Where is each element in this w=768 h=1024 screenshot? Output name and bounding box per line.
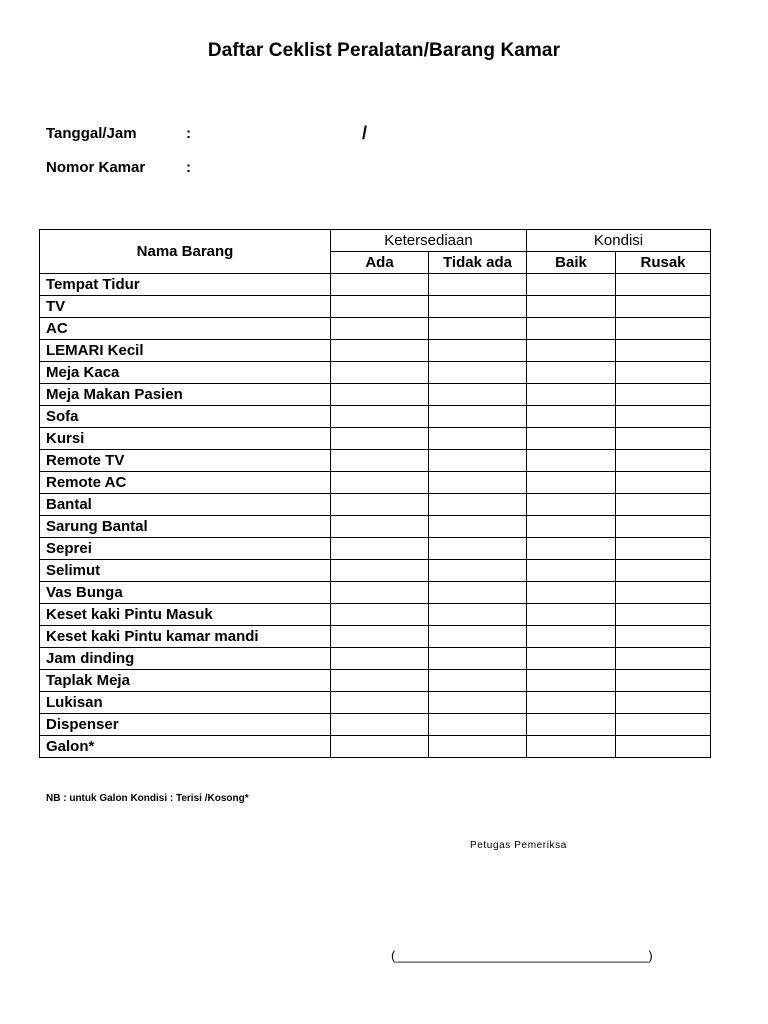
cell-rusak[interactable] <box>616 560 711 582</box>
cell-ada[interactable] <box>331 560 429 582</box>
cell-baik[interactable] <box>527 362 616 384</box>
cell-baik[interactable] <box>527 582 616 604</box>
cell-ada[interactable] <box>331 274 429 296</box>
cell-rusak[interactable] <box>616 714 711 736</box>
header-tidak-ada: Tidak ada <box>429 252 527 274</box>
nomor-kamar-label: Nomor Kamar <box>46 159 146 176</box>
table-row <box>40 362 711 384</box>
cell-tidak-ada[interactable] <box>429 582 527 604</box>
cell-ada[interactable] <box>331 472 429 494</box>
cell-tidak-ada[interactable] <box>429 648 527 670</box>
tanggal-jam-colon: : <box>186 125 191 142</box>
cell-rusak[interactable] <box>616 736 711 758</box>
table-row <box>40 494 711 516</box>
cell-tidak-ada[interactable] <box>429 362 527 384</box>
cell-baik[interactable] <box>527 604 616 626</box>
table-row <box>40 428 711 450</box>
item-name: Taplak Meja <box>40 670 331 692</box>
cell-rusak[interactable] <box>616 648 711 670</box>
item-name: Kursi <box>40 428 331 450</box>
cell-ada[interactable] <box>331 340 429 362</box>
cell-rusak[interactable] <box>616 670 711 692</box>
cell-ada[interactable] <box>331 362 429 384</box>
cell-tidak-ada[interactable] <box>429 340 527 362</box>
cell-rusak[interactable] <box>616 296 711 318</box>
item-name: LEMARI Kecil <box>40 340 331 362</box>
cell-rusak[interactable] <box>616 274 711 296</box>
cell-tidak-ada[interactable] <box>429 538 527 560</box>
cell-baik[interactable] <box>527 340 616 362</box>
cell-baik[interactable] <box>527 670 616 692</box>
cell-baik[interactable] <box>527 494 616 516</box>
cell-baik[interactable] <box>527 560 616 582</box>
cell-rusak[interactable] <box>616 538 711 560</box>
table-row <box>40 384 711 406</box>
cell-rusak[interactable] <box>616 428 711 450</box>
table-row <box>40 692 711 714</box>
cell-tidak-ada[interactable] <box>429 714 527 736</box>
item-name: Galon* <box>40 736 331 758</box>
cell-rusak[interactable] <box>616 406 711 428</box>
cell-rusak[interactable] <box>616 472 711 494</box>
cell-baik[interactable] <box>527 472 616 494</box>
item-name: Meja Makan Pasien <box>40 384 331 406</box>
item-name: Vas Bunga <box>40 582 331 604</box>
cell-tidak-ada[interactable] <box>429 626 527 648</box>
cell-tidak-ada[interactable] <box>429 516 527 538</box>
cell-tidak-ada[interactable] <box>429 692 527 714</box>
table-row <box>40 274 711 296</box>
cell-rusak[interactable] <box>616 494 711 516</box>
cell-rusak[interactable] <box>616 450 711 472</box>
cell-rusak[interactable] <box>616 692 711 714</box>
table-row <box>40 538 711 560</box>
cell-tidak-ada[interactable] <box>429 384 527 406</box>
cell-tidak-ada[interactable] <box>429 472 527 494</box>
cell-baik[interactable] <box>527 274 616 296</box>
cell-tidak-ada[interactable] <box>429 560 527 582</box>
cell-rusak[interactable] <box>616 604 711 626</box>
item-name: Selimut <box>40 560 331 582</box>
header-nama-barang: Nama Barang <box>40 230 331 274</box>
table-row <box>40 626 711 648</box>
header-baik: Baik <box>527 252 616 274</box>
cell-ada[interactable] <box>331 296 429 318</box>
checklist-table <box>39 229 711 758</box>
cell-baik[interactable] <box>527 450 616 472</box>
cell-ada[interactable] <box>331 604 429 626</box>
cell-ada[interactable] <box>331 494 429 516</box>
tanggal-jam-label: Tanggal/Jam <box>46 125 137 142</box>
table-row <box>40 736 711 758</box>
cell-ada[interactable] <box>331 582 429 604</box>
signature-line: (___________________________________) <box>391 948 653 963</box>
cell-ada[interactable] <box>331 384 429 406</box>
cell-baik[interactable] <box>527 406 616 428</box>
header-ada: Ada <box>331 252 429 274</box>
header-ketersediaan: Ketersediaan <box>331 230 527 252</box>
cell-ada[interactable] <box>331 538 429 560</box>
cell-tidak-ada[interactable] <box>429 604 527 626</box>
cell-baik[interactable] <box>527 626 616 648</box>
table-row <box>40 648 711 670</box>
item-name: Jam dinding <box>40 648 331 670</box>
cell-rusak[interactable] <box>616 516 711 538</box>
cell-tidak-ada[interactable] <box>429 736 527 758</box>
cell-baik[interactable] <box>527 384 616 406</box>
cell-tidak-ada[interactable] <box>429 670 527 692</box>
cell-rusak[interactable] <box>616 626 711 648</box>
item-name: Tempat Tidur <box>40 274 331 296</box>
cell-ada[interactable] <box>331 428 429 450</box>
galon-note: NB : untuk Galon Kondisi : Terisi /Kosong* <box>46 793 249 804</box>
cell-rusak[interactable] <box>616 582 711 604</box>
cell-ada[interactable] <box>331 736 429 758</box>
cell-tidak-ada[interactable] <box>429 274 527 296</box>
cell-baik[interactable] <box>527 428 616 450</box>
table-row <box>40 406 711 428</box>
cell-rusak[interactable] <box>616 384 711 406</box>
cell-ada[interactable] <box>331 692 429 714</box>
cell-rusak[interactable] <box>616 340 711 362</box>
table-row <box>40 582 711 604</box>
cell-ada[interactable] <box>331 318 429 340</box>
cell-baik[interactable] <box>527 648 616 670</box>
header-kondisi: Kondisi <box>527 230 711 252</box>
cell-baik[interactable] <box>527 736 616 758</box>
cell-tidak-ada[interactable] <box>429 428 527 450</box>
cell-rusak[interactable] <box>616 362 711 384</box>
item-name: Bantal <box>40 494 331 516</box>
item-name: Lukisan <box>40 692 331 714</box>
cell-tidak-ada[interactable] <box>429 494 527 516</box>
table-row <box>40 604 711 626</box>
table-row <box>40 516 711 538</box>
cell-ada[interactable] <box>331 406 429 428</box>
table-row <box>40 714 711 736</box>
table-row <box>40 670 711 692</box>
petugas-pemeriksa-label: Petugas Pemeriksa <box>470 840 567 851</box>
item-name: Remote TV <box>40 450 331 472</box>
header-rusak: Rusak <box>616 252 711 274</box>
cell-baik[interactable] <box>527 318 616 340</box>
cell-tidak-ada[interactable] <box>429 450 527 472</box>
page-title: Daftar Ceklist Peralatan/Barang Kamar <box>207 40 561 61</box>
table-row <box>40 450 711 472</box>
table-row <box>40 340 711 362</box>
item-name: Keset kaki Pintu kamar mandi <box>40 626 331 648</box>
cell-ada[interactable] <box>331 670 429 692</box>
item-name: Keset kaki Pintu Masuk <box>40 604 331 626</box>
cell-baik[interactable] <box>527 692 616 714</box>
tanggal-jam-slash: / <box>362 123 368 143</box>
cell-tidak-ada[interactable] <box>429 296 527 318</box>
nomor-kamar-colon: : <box>186 159 191 176</box>
cell-rusak[interactable] <box>616 318 711 340</box>
cell-ada[interactable] <box>331 450 429 472</box>
item-name: AC <box>40 318 331 340</box>
cell-ada[interactable] <box>331 626 429 648</box>
item-name: Sarung Bantal <box>40 516 331 538</box>
item-name: Sofa <box>40 406 331 428</box>
table-row <box>40 472 711 494</box>
cell-ada[interactable] <box>331 648 429 670</box>
item-name: Meja Kaca <box>40 362 331 384</box>
cell-baik[interactable] <box>527 296 616 318</box>
cell-ada[interactable] <box>331 516 429 538</box>
item-name: Seprei <box>40 538 331 560</box>
table-row <box>40 560 711 582</box>
cell-tidak-ada[interactable] <box>429 406 527 428</box>
cell-tidak-ada[interactable] <box>429 318 527 340</box>
item-name: TV <box>40 296 331 318</box>
item-name: Remote AC <box>40 472 331 494</box>
cell-baik[interactable] <box>527 516 616 538</box>
cell-ada[interactable] <box>331 714 429 736</box>
cell-baik[interactable] <box>527 538 616 560</box>
cell-baik[interactable] <box>527 714 616 736</box>
table-row <box>40 296 711 318</box>
table-row <box>40 318 711 340</box>
item-name: Dispenser <box>40 714 331 736</box>
